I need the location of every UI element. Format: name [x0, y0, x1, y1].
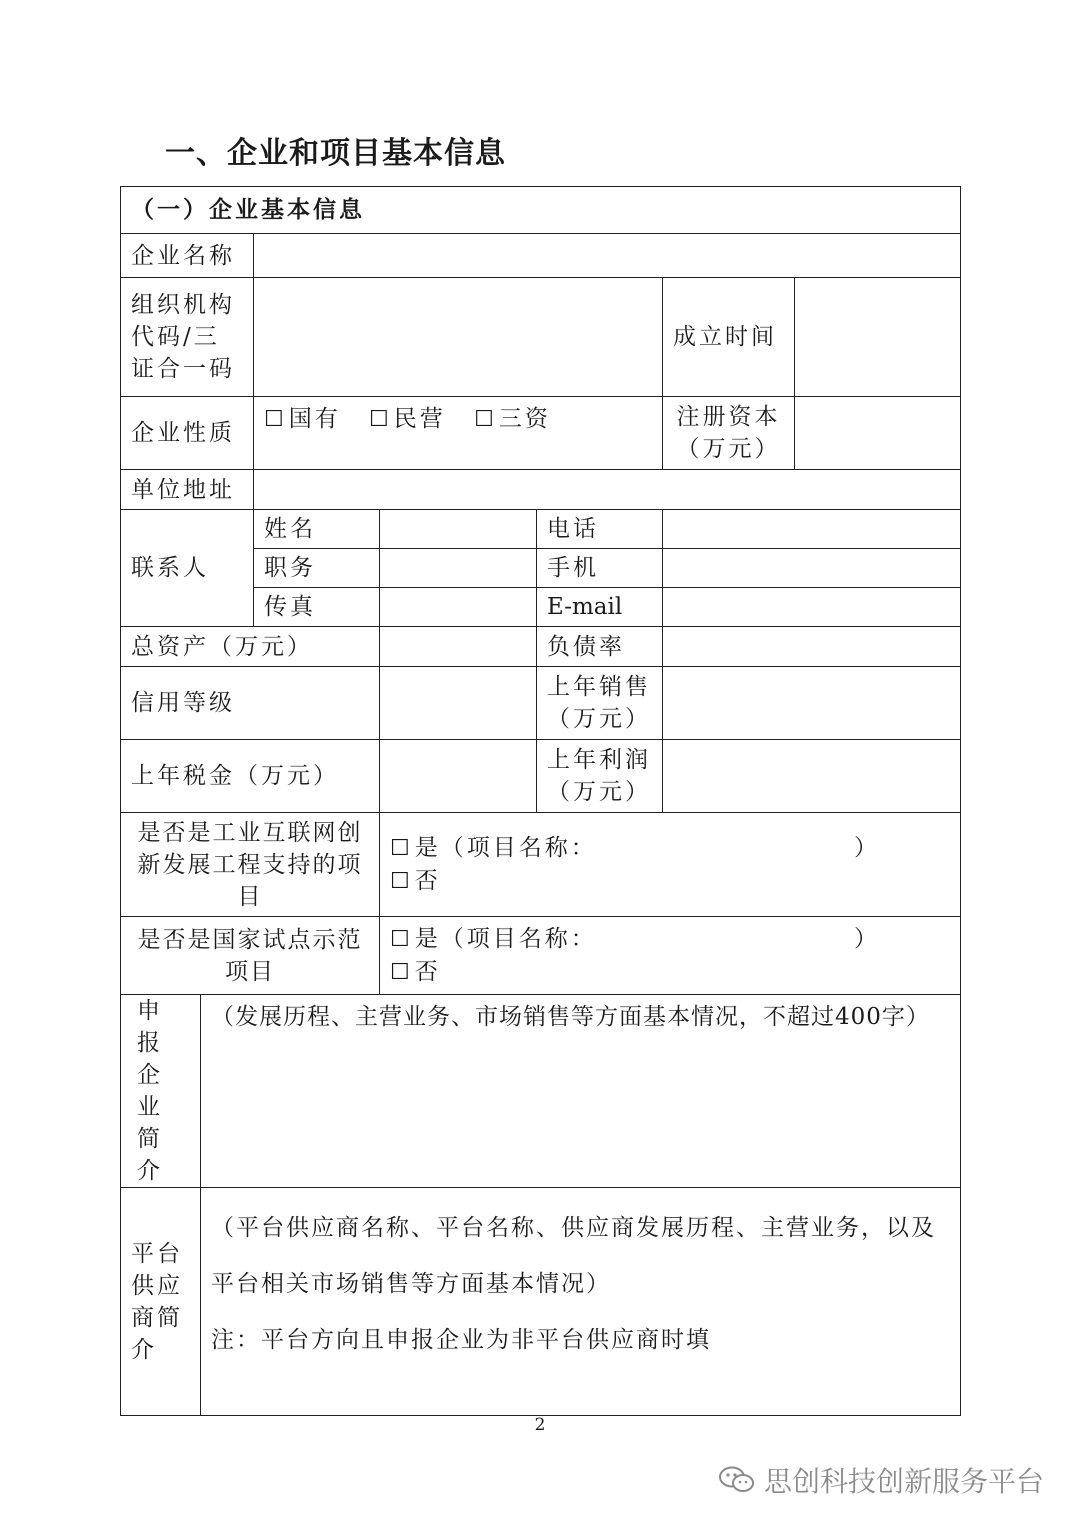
nature-options — [254, 397, 663, 470]
national-pilot-project-question: 是否是国家试点示范项目 — [121, 917, 380, 995]
wechat-icon — [718, 1465, 756, 1495]
checkbox-icon: ☐ — [369, 407, 392, 432]
watermark-text: 思创科技创新服务平台 — [763, 1465, 1044, 1498]
company-intro-label: 申报企业简介 — [121, 995, 201, 1188]
contact-phone-label: 电话 — [537, 510, 663, 549]
national-pilot-project-answer — [380, 917, 961, 995]
nature-label: 企业性质 — [121, 397, 254, 470]
last-profit-label: 上年利润（万元） — [537, 740, 663, 813]
contact-label: 联系人 — [121, 510, 254, 627]
checkbox-icon: ☐ — [390, 868, 413, 894]
company-name-label: 企业名称 — [121, 234, 254, 278]
address-label: 单位地址 — [121, 470, 254, 510]
contact-name-field[interactable] — [380, 510, 537, 549]
last-tax-label: 上年税金（万元） — [121, 740, 380, 813]
registered-capital-label: 注册资本（万元） — [663, 397, 795, 470]
debt-ratio-field[interactable] — [663, 627, 961, 667]
page-heading: 一、企业和项目基本信息 — [165, 136, 506, 171]
watermark — [718, 1460, 1044, 1500]
checkbox-icon: ☐ — [264, 407, 287, 432]
nature-option-private[interactable]: ☐民营 — [369, 406, 446, 432]
yes-option[interactable]: ☐是（项目名称： ） — [390, 834, 880, 861]
contact-fax-field[interactable] — [380, 588, 537, 627]
section-title: （一）企业基本信息 — [121, 187, 961, 234]
checkbox-icon: ☐ — [390, 835, 413, 861]
contact-email-field[interactable] — [663, 588, 961, 627]
total-assets-field[interactable] — [380, 627, 537, 667]
company-name-field[interactable] — [254, 234, 961, 278]
debt-ratio-label: 负债率 — [537, 627, 663, 667]
established-label: 成立时间 — [663, 278, 795, 397]
platform-supplier-note: 注：平台方向且申报企业为非平台供应商时填 — [211, 1327, 711, 1353]
yes-option[interactable]: ☐是（项目名称： ） — [390, 925, 880, 952]
last-sales-label: 上年销售（万元） — [537, 667, 663, 740]
credit-field[interactable] — [380, 667, 537, 740]
established-field[interactable] — [795, 278, 961, 397]
page-number: 2 — [534, 1415, 546, 1435]
org-code-label: 组织机构代码/三证合一码 — [121, 278, 254, 397]
platform-supplier-hint: （平台供应商名称、平台名称、供应商发展历程、主营业务，以及平台相关市场销售等方面基本情况） — [211, 1215, 936, 1297]
platform-supplier-label: 平台供应商简介 — [121, 1188, 201, 1416]
company-intro-field[interactable] — [201, 995, 961, 1188]
contact-fax-label: 传真 — [254, 588, 380, 627]
contact-phone-field[interactable] — [663, 510, 961, 549]
contact-email-label: E-mail — [537, 588, 663, 627]
no-option[interactable]: ☐否 — [390, 958, 441, 985]
last-sales-field[interactable] — [663, 667, 961, 740]
last-profit-field[interactable] — [663, 740, 961, 813]
registered-capital-field[interactable] — [795, 397, 961, 470]
credit-label: 信用等级 — [121, 667, 380, 740]
nature-option-state[interactable]: ☐国有 — [264, 406, 341, 432]
checkbox-icon: ☐ — [474, 407, 497, 432]
checkbox-icon: ☐ — [390, 959, 413, 985]
platform-supplier-field[interactable] — [201, 1188, 961, 1416]
contact-name-label: 姓名 — [254, 510, 380, 549]
nature-option-foreign[interactable]: ☐三资 — [474, 406, 551, 432]
contact-position-label: 职务 — [254, 549, 380, 588]
industrial-internet-project-question: 是否是工业互联网创新发展工程支持的项目 — [121, 813, 380, 917]
total-assets-label: 总资产（万元） — [121, 627, 380, 667]
company-intro-hint: （发展历程、主营业务、市场销售等方面基本情况，不超过400字） — [211, 1004, 930, 1030]
last-tax-field[interactable] — [380, 740, 537, 813]
org-code-field[interactable] — [254, 278, 663, 397]
checkbox-icon: ☐ — [390, 926, 413, 952]
address-field[interactable] — [254, 470, 961, 510]
contact-mobile-field[interactable] — [663, 549, 961, 588]
no-option[interactable]: ☐否 — [390, 867, 441, 894]
industrial-internet-project-answer — [380, 813, 961, 917]
contact-position-field[interactable] — [380, 549, 537, 588]
enterprise-info-form — [120, 186, 961, 1416]
contact-mobile-label: 手机 — [537, 549, 663, 588]
